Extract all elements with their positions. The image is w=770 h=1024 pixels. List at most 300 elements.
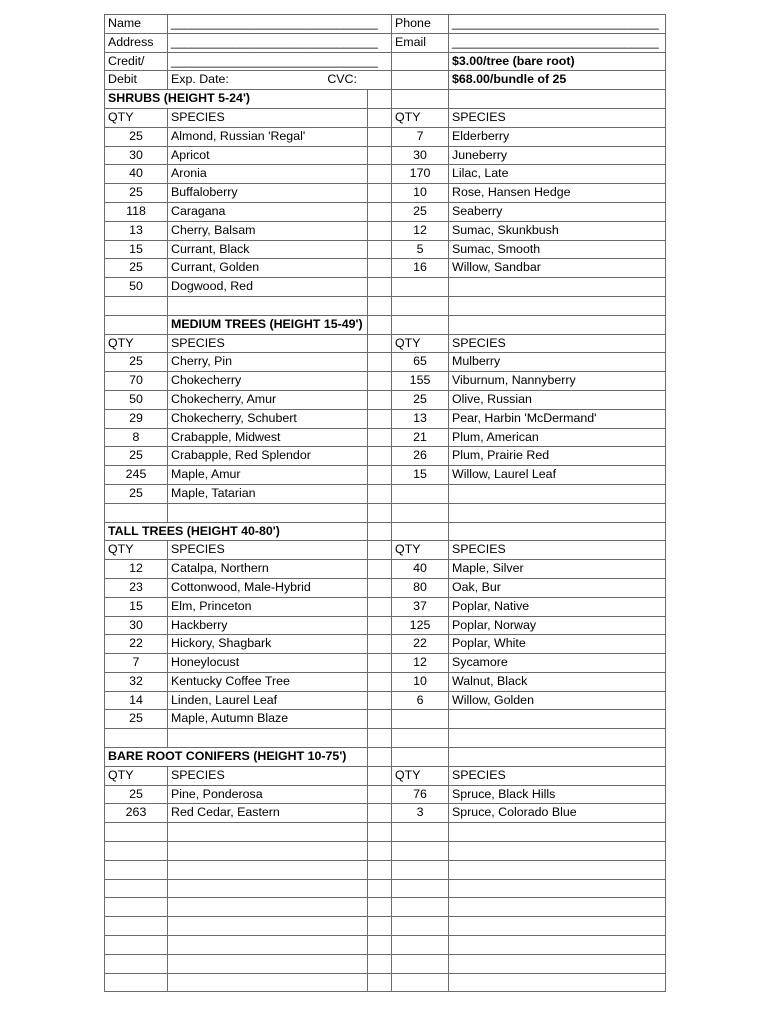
table-row bbox=[105, 578, 666, 597]
species-cell: Honeylocust bbox=[168, 654, 368, 673]
qty-cell: 25 bbox=[105, 127, 168, 146]
blank-cell bbox=[368, 146, 392, 165]
blank-cell bbox=[368, 954, 392, 973]
qty-cell: 22 bbox=[392, 635, 449, 654]
species-cell: Pear, Harbin 'McDermand' bbox=[449, 409, 666, 428]
species-cell: Sumac, Smooth bbox=[449, 240, 666, 259]
species-cell: Maple, Autumn Blaze bbox=[168, 710, 368, 729]
species-cell: Lilac, Late bbox=[449, 165, 666, 184]
blank-cell bbox=[368, 184, 392, 203]
table-row bbox=[105, 184, 666, 203]
qty-cell: 15 bbox=[105, 597, 168, 616]
blank-cell bbox=[368, 522, 392, 541]
blank-cell bbox=[168, 973, 368, 992]
table-row bbox=[105, 127, 666, 146]
blank-cell bbox=[449, 278, 666, 297]
blank-cell bbox=[368, 90, 392, 109]
column-header-row bbox=[105, 541, 666, 560]
species-cell: Buffaloberry bbox=[168, 184, 368, 203]
blank-cell bbox=[105, 842, 168, 861]
species-cell: Linden, Laurel Leaf bbox=[168, 691, 368, 710]
qty-cell: 37 bbox=[392, 597, 449, 616]
qty-cell: 170 bbox=[392, 165, 449, 184]
blank-cell bbox=[392, 898, 449, 917]
price-per-bundle: $68.00/bundle of 25 bbox=[449, 71, 666, 90]
species-cell: Kentucky Coffee Tree bbox=[168, 672, 368, 691]
blank-cell bbox=[368, 484, 392, 503]
species-cell: Spruce, Colorado Blue bbox=[449, 804, 666, 823]
blank-cell bbox=[105, 973, 168, 992]
blank-cell bbox=[105, 503, 168, 522]
phone-field[interactable]: ______________________________ bbox=[449, 15, 666, 34]
blank-cell bbox=[368, 259, 392, 278]
qty-cell: 155 bbox=[392, 372, 449, 391]
blank-cell bbox=[368, 616, 392, 635]
blank-cell bbox=[449, 860, 666, 879]
species-cell: Elm, Princeton bbox=[168, 597, 368, 616]
blank-cell bbox=[368, 466, 392, 485]
species-cell: Walnut, Black bbox=[449, 672, 666, 691]
qty-cell: 12 bbox=[392, 221, 449, 240]
blank-cell bbox=[392, 748, 449, 767]
blank-cell bbox=[449, 729, 666, 748]
qty-cell: 125 bbox=[392, 616, 449, 635]
exp-cvc-cell[interactable] bbox=[168, 71, 392, 90]
email-label: Email bbox=[392, 33, 449, 52]
blank-cell bbox=[368, 860, 392, 879]
qty-cell: 25 bbox=[105, 785, 168, 804]
blank-cell bbox=[368, 710, 392, 729]
species-cell: Plum, American bbox=[449, 428, 666, 447]
price-per-tree: $3.00/tree (bare root) bbox=[449, 52, 666, 71]
species-cell: Poplar, Native bbox=[449, 597, 666, 616]
blank-cell bbox=[368, 748, 392, 767]
table-row bbox=[105, 428, 666, 447]
address-field[interactable]: ______________________________ bbox=[168, 33, 392, 52]
species-cell: Juneberry bbox=[449, 146, 666, 165]
species-cell: Apricot bbox=[168, 146, 368, 165]
section-title-row bbox=[105, 90, 666, 109]
qty-cell: 30 bbox=[105, 616, 168, 635]
address-row bbox=[105, 33, 666, 52]
blank-cell bbox=[449, 503, 666, 522]
blank-cell bbox=[449, 973, 666, 992]
blank-cell bbox=[168, 879, 368, 898]
blank-cell bbox=[392, 823, 449, 842]
blank-cell bbox=[168, 842, 368, 861]
species-cell: Poplar, Norway bbox=[449, 616, 666, 635]
order-form-table bbox=[104, 14, 666, 992]
qty-header: QTY bbox=[105, 541, 168, 560]
table-row bbox=[105, 146, 666, 165]
species-cell: Chokecherry, Amur bbox=[168, 390, 368, 409]
blank-cell bbox=[368, 804, 392, 823]
table-row bbox=[105, 823, 666, 842]
qty-cell: 22 bbox=[105, 635, 168, 654]
table-row bbox=[105, 804, 666, 823]
blank-cell bbox=[392, 710, 449, 729]
blank-cell bbox=[168, 823, 368, 842]
blank-cell bbox=[449, 879, 666, 898]
blank-cell bbox=[168, 917, 368, 936]
blank-cell bbox=[392, 296, 449, 315]
section-title-row bbox=[105, 522, 666, 541]
blank-cell bbox=[449, 748, 666, 767]
species-cell: Catalpa, Northern bbox=[168, 560, 368, 579]
blank-cell bbox=[168, 936, 368, 955]
qty-cell: 13 bbox=[105, 221, 168, 240]
qty-cell: 13 bbox=[392, 409, 449, 428]
blank-cell bbox=[105, 879, 168, 898]
blank-cell bbox=[368, 221, 392, 240]
blank-cell bbox=[449, 710, 666, 729]
species-cell: Seaberry bbox=[449, 202, 666, 221]
blank-cell bbox=[449, 898, 666, 917]
blank-cell bbox=[368, 936, 392, 955]
table-row bbox=[105, 898, 666, 917]
qty-cell: 50 bbox=[105, 390, 168, 409]
blank-cell bbox=[449, 90, 666, 109]
table-row bbox=[105, 635, 666, 654]
species-header: SPECIES bbox=[168, 334, 368, 353]
blank-cell bbox=[392, 729, 449, 748]
blank-cell bbox=[449, 954, 666, 973]
debit-row bbox=[105, 71, 666, 90]
blank-cell bbox=[368, 898, 392, 917]
species-cell: Spruce, Black Hills bbox=[449, 785, 666, 804]
blank-cell bbox=[105, 860, 168, 879]
table-row bbox=[105, 936, 666, 955]
blank-cell bbox=[368, 842, 392, 861]
blank-cell bbox=[392, 90, 449, 109]
species-cell: Sycamore bbox=[449, 654, 666, 673]
species-cell: Hackberry bbox=[168, 616, 368, 635]
species-cell: Willow, Golden bbox=[449, 691, 666, 710]
table-row bbox=[105, 259, 666, 278]
species-cell: Cherry, Balsam bbox=[168, 221, 368, 240]
blank-cell bbox=[392, 936, 449, 955]
species-header: SPECIES bbox=[449, 334, 666, 353]
table-row bbox=[105, 654, 666, 673]
species-cell: Currant, Golden bbox=[168, 259, 368, 278]
qty-cell: 70 bbox=[105, 372, 168, 391]
species-cell: Crabapple, Red Splendor bbox=[168, 447, 368, 466]
qty-cell: 26 bbox=[392, 447, 449, 466]
credit-row bbox=[105, 52, 666, 71]
species-cell: Elderberry bbox=[449, 127, 666, 146]
cvc-label: CVC: bbox=[327, 72, 357, 87]
species-cell: Crabapple, Midwest bbox=[168, 428, 368, 447]
qty-cell: 40 bbox=[105, 165, 168, 184]
blank-cell bbox=[368, 973, 392, 992]
species-cell: Almond, Russian 'Regal' bbox=[168, 127, 368, 146]
column-header-row bbox=[105, 766, 666, 785]
blank-cell bbox=[368, 278, 392, 297]
qty-cell: 32 bbox=[105, 672, 168, 691]
species-cell: Plum, Prairie Red bbox=[449, 447, 666, 466]
section-title: SHRUBS (HEIGHT 5-24') bbox=[105, 90, 368, 109]
blank-cell bbox=[368, 240, 392, 259]
name-field[interactable]: ______________________________ bbox=[168, 15, 392, 34]
blank-cell bbox=[105, 954, 168, 973]
table-row bbox=[105, 221, 666, 240]
qty-cell: 14 bbox=[105, 691, 168, 710]
blank-cell bbox=[368, 447, 392, 466]
qty-cell: 25 bbox=[105, 447, 168, 466]
blank-cell bbox=[105, 729, 168, 748]
species-header: SPECIES bbox=[449, 541, 666, 560]
species-header: SPECIES bbox=[168, 766, 368, 785]
table-row bbox=[105, 710, 666, 729]
table-row bbox=[105, 616, 666, 635]
table-row bbox=[105, 296, 666, 315]
species-cell: Hickory, Shagbark bbox=[168, 635, 368, 654]
qty-cell: 8 bbox=[105, 428, 168, 447]
blank-cell bbox=[168, 729, 368, 748]
qty-cell: 12 bbox=[105, 560, 168, 579]
qty-cell: 30 bbox=[105, 146, 168, 165]
table-row bbox=[105, 466, 666, 485]
qty-cell: 21 bbox=[392, 428, 449, 447]
qty-header: QTY bbox=[105, 108, 168, 127]
blank-cell bbox=[368, 353, 392, 372]
column-header-row bbox=[105, 108, 666, 127]
table-row bbox=[105, 409, 666, 428]
species-cell: Rose, Hansen Hedge bbox=[449, 184, 666, 203]
blank-cell bbox=[392, 879, 449, 898]
species-header: SPECIES bbox=[449, 766, 666, 785]
blank-cell bbox=[392, 522, 449, 541]
qty-cell: 25 bbox=[105, 710, 168, 729]
qty-cell: 29 bbox=[105, 409, 168, 428]
name-label: Name bbox=[105, 15, 168, 34]
card-number-field[interactable]: ______________________________ bbox=[168, 52, 392, 71]
blank-cell bbox=[368, 560, 392, 579]
qty-header: QTY bbox=[392, 766, 449, 785]
blank-cell bbox=[168, 296, 368, 315]
blank-cell bbox=[168, 503, 368, 522]
species-cell: Caragana bbox=[168, 202, 368, 221]
table-row bbox=[105, 691, 666, 710]
blank-cell bbox=[368, 578, 392, 597]
blank-cell bbox=[392, 278, 449, 297]
table-row bbox=[105, 278, 666, 297]
section-title: BARE ROOT CONIFERS (HEIGHT 10-75') bbox=[105, 748, 368, 767]
qty-cell: 5 bbox=[392, 240, 449, 259]
blank-cell bbox=[368, 296, 392, 315]
qty-cell: 6 bbox=[392, 691, 449, 710]
blank-cell bbox=[368, 409, 392, 428]
address-label: Address bbox=[105, 33, 168, 52]
species-cell: Chokecherry, Schubert bbox=[168, 409, 368, 428]
qty-cell: 25 bbox=[392, 390, 449, 409]
blank-cell bbox=[392, 52, 449, 71]
qty-cell: 7 bbox=[392, 127, 449, 146]
blank-cell bbox=[105, 823, 168, 842]
species-cell: Poplar, White bbox=[449, 635, 666, 654]
qty-cell: 118 bbox=[105, 202, 168, 221]
blank-cell bbox=[392, 71, 449, 90]
blank-cell bbox=[368, 917, 392, 936]
table-row bbox=[105, 860, 666, 879]
blank-cell bbox=[368, 635, 392, 654]
qty-cell: 12 bbox=[392, 654, 449, 673]
credit-label: Credit/ bbox=[105, 52, 168, 71]
species-cell: Cherry, Pin bbox=[168, 353, 368, 372]
section-title: TALL TREES (HEIGHT 40-80') bbox=[105, 522, 368, 541]
blank-cell bbox=[368, 127, 392, 146]
species-cell: Olive, Russian bbox=[449, 390, 666, 409]
blank-cell bbox=[368, 879, 392, 898]
table-row bbox=[105, 879, 666, 898]
blank-cell bbox=[368, 108, 392, 127]
species-cell: Maple, Tatarian bbox=[168, 484, 368, 503]
qty-cell: 245 bbox=[105, 466, 168, 485]
debit-label: Debit bbox=[105, 71, 168, 90]
species-header: SPECIES bbox=[168, 108, 368, 127]
qty-header: QTY bbox=[392, 334, 449, 353]
name-row bbox=[105, 15, 666, 34]
column-header-row bbox=[105, 334, 666, 353]
qty-cell: 25 bbox=[105, 484, 168, 503]
table-row bbox=[105, 672, 666, 691]
species-cell: Sumac, Skunkbush bbox=[449, 221, 666, 240]
species-cell: Dogwood, Red bbox=[168, 278, 368, 297]
phone-label: Phone bbox=[392, 15, 449, 34]
table-row bbox=[105, 597, 666, 616]
species-cell: Cottonwood, Male-Hybrid bbox=[168, 578, 368, 597]
species-cell: Pine, Ponderosa bbox=[168, 785, 368, 804]
table-row bbox=[105, 842, 666, 861]
qty-cell: 263 bbox=[105, 804, 168, 823]
qty-cell: 76 bbox=[392, 785, 449, 804]
qty-header: QTY bbox=[105, 766, 168, 785]
table-row bbox=[105, 560, 666, 579]
qty-cell: 15 bbox=[105, 240, 168, 259]
blank-cell bbox=[368, 428, 392, 447]
blank-cell bbox=[168, 954, 368, 973]
blank-cell bbox=[368, 315, 392, 334]
blank-cell bbox=[105, 936, 168, 955]
blank-cell bbox=[368, 334, 392, 353]
blank-cell bbox=[449, 823, 666, 842]
qty-cell: 23 bbox=[105, 578, 168, 597]
table-row bbox=[105, 353, 666, 372]
email-field[interactable]: ______________________________ bbox=[449, 33, 666, 52]
blank-cell bbox=[449, 522, 666, 541]
qty-cell: 25 bbox=[392, 202, 449, 221]
species-cell: Maple, Amur bbox=[168, 466, 368, 485]
section-title-row bbox=[105, 315, 666, 334]
blank-cell bbox=[392, 860, 449, 879]
table-row bbox=[105, 954, 666, 973]
species-cell: Willow, Laurel Leaf bbox=[449, 466, 666, 485]
qty-cell: 10 bbox=[392, 184, 449, 203]
blank-cell bbox=[392, 484, 449, 503]
table-row bbox=[105, 785, 666, 804]
species-header: SPECIES bbox=[168, 541, 368, 560]
table-row bbox=[105, 202, 666, 221]
species-cell: Maple, Silver bbox=[449, 560, 666, 579]
blank-cell bbox=[368, 823, 392, 842]
species-cell: Aronia bbox=[168, 165, 368, 184]
species-cell: Willow, Sandbar bbox=[449, 259, 666, 278]
blank-cell bbox=[392, 973, 449, 992]
section-title-row bbox=[105, 748, 666, 767]
blank-cell bbox=[449, 842, 666, 861]
blank-cell bbox=[449, 315, 666, 334]
blank-cell bbox=[368, 597, 392, 616]
qty-cell: 15 bbox=[392, 466, 449, 485]
blank-cell bbox=[368, 202, 392, 221]
table-row bbox=[105, 390, 666, 409]
species-cell: Chokecherry bbox=[168, 372, 368, 391]
table-row bbox=[105, 447, 666, 466]
blank-cell bbox=[368, 390, 392, 409]
table-row bbox=[105, 484, 666, 503]
table-row bbox=[105, 240, 666, 259]
table-row bbox=[105, 165, 666, 184]
table-row bbox=[105, 917, 666, 936]
qty-header: QTY bbox=[392, 108, 449, 127]
qty-cell: 7 bbox=[105, 654, 168, 673]
qty-cell: 3 bbox=[392, 804, 449, 823]
blank-cell bbox=[368, 165, 392, 184]
blank-cell bbox=[368, 691, 392, 710]
qty-cell: 40 bbox=[392, 560, 449, 579]
table-row bbox=[105, 503, 666, 522]
blank-cell bbox=[449, 917, 666, 936]
exp-date-label: Exp. Date: bbox=[171, 72, 229, 87]
blank-cell bbox=[105, 917, 168, 936]
blank-cell bbox=[449, 936, 666, 955]
blank-cell bbox=[105, 315, 168, 334]
qty-cell: 25 bbox=[105, 184, 168, 203]
species-cell: Oak, Bur bbox=[449, 578, 666, 597]
blank-cell bbox=[368, 541, 392, 560]
blank-cell bbox=[392, 842, 449, 861]
blank-cell bbox=[368, 654, 392, 673]
blank-cell bbox=[368, 372, 392, 391]
qty-cell: 10 bbox=[392, 672, 449, 691]
blank-cell bbox=[368, 785, 392, 804]
qty-cell: 80 bbox=[392, 578, 449, 597]
qty-cell: 30 bbox=[392, 146, 449, 165]
qty-cell: 50 bbox=[105, 278, 168, 297]
blank-cell bbox=[368, 766, 392, 785]
qty-cell: 16 bbox=[392, 259, 449, 278]
qty-cell: 25 bbox=[105, 259, 168, 278]
blank-cell bbox=[105, 296, 168, 315]
blank-cell bbox=[449, 296, 666, 315]
blank-cell bbox=[105, 898, 168, 917]
blank-cell bbox=[168, 898, 368, 917]
blank-cell bbox=[392, 954, 449, 973]
species-cell: Currant, Black bbox=[168, 240, 368, 259]
qty-header: QTY bbox=[105, 334, 168, 353]
qty-header: QTY bbox=[392, 541, 449, 560]
blank-cell bbox=[392, 917, 449, 936]
table-row bbox=[105, 973, 666, 992]
species-cell: Viburnum, Nannyberry bbox=[449, 372, 666, 391]
species-cell: Mulberry bbox=[449, 353, 666, 372]
section-title: MEDIUM TREES (HEIGHT 15-49') bbox=[168, 315, 368, 334]
blank-cell bbox=[168, 860, 368, 879]
blank-cell bbox=[368, 503, 392, 522]
blank-cell bbox=[449, 484, 666, 503]
table-row bbox=[105, 372, 666, 391]
blank-cell bbox=[368, 672, 392, 691]
